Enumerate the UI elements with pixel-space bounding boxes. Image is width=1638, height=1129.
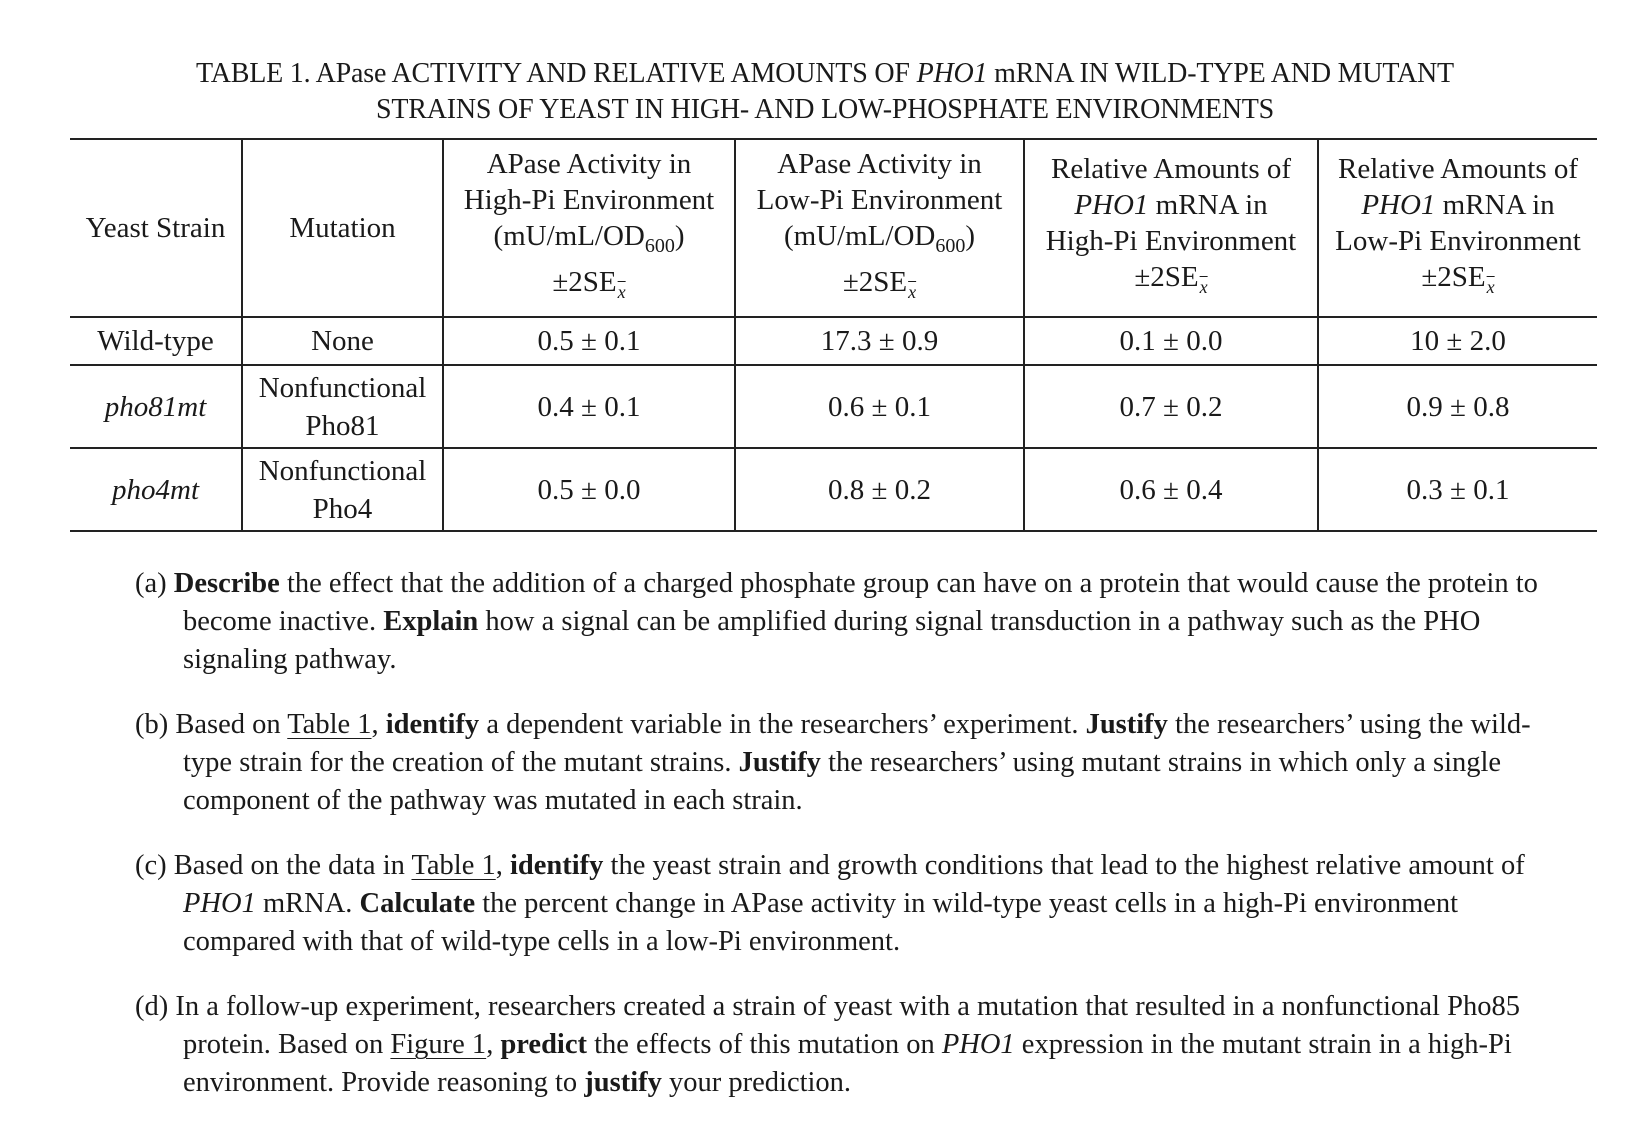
header-yeast-strain: Yeast Strain [70, 139, 242, 317]
cell-apase-low: 17.3 ± 0.9 [735, 317, 1024, 365]
caption-line-2: STRAINS OF YEAST IN HIGH- AND LOW-PHOSPHATE ENVIRONMENTS [375, 94, 1275, 125]
cell-mrna-high: 0.1 ± 0.0 [1024, 317, 1318, 365]
table-caption [70, 56, 1580, 128]
caption-gene-name: PHO1 [916, 58, 988, 89]
cell-mrna-low: 10 ± 2.0 [1318, 317, 1597, 365]
question-d: (d) In a follow-up experiment, researchers created a strain of yeast with a mutation that resulted in a nonfunctional Pho85 protein. Based on Figure 1, predict the effects of this mutation on PHO1 expression in the mutant strain in a high-Pi environment. Provide reasoning to justify your prediction. [135, 991, 1520, 1098]
x-bar-subscript: $\overline{x}$ [1486, 277, 1495, 297]
cell-mrna-high: 0.7 ± 0.2 [1024, 365, 1318, 448]
table-row-wild-type [70, 317, 1597, 365]
cell-apase-high: 0.5 ± 0.1 [443, 317, 735, 365]
cell-strain: Wild-type [70, 317, 242, 365]
x-bar-subscript: $\overline{x}$ [1199, 277, 1208, 297]
x-bar-subscript: $\overline{x}$ [617, 282, 626, 302]
question-b: (b) Based on Table 1, identify a dependent variable in the researchers’ experiment. Justify the researchers’ using the wild-type strain for the creation of the mutant strains. Justify the researchers’ using mutant strains in which only a single component of the pathway was mutated in each strain. [135, 709, 1531, 816]
question-c: (c) Based on the data in Table 1, identify the yeast strain and growth conditions that lead to the highest relative amount of PHO1 mRNA. Calculate the percent change in APase activity in wild-type yeast cells in a high-Pi environment compared with that of wild-type cells in a low-Pi environment. [135, 850, 1525, 957]
header-mutation: Mutation [242, 139, 443, 317]
cell-mrna-high: 0.6 ± 0.4 [1024, 448, 1318, 531]
cell-apase-high: 0.4 ± 0.1 [443, 365, 735, 448]
table-row-pho4mt [70, 448, 1597, 531]
question-a: (a) Describe the effect that the addition of a charged phosphate group can have on a protein that would cause the protein to become inactive. Explain how a signal can be amplified during signal transduction in a pathway such as the PHO signaling pathway. [135, 568, 1538, 675]
cell-apase-high: 0.5 ± 0.0 [443, 448, 735, 531]
cell-mutation: None [242, 317, 443, 365]
table-1-reference: Table 1 [411, 850, 496, 881]
cell-mrna-low: 0.9 ± 0.8 [1318, 365, 1597, 448]
cell-mutation: Nonfunctional Pho4 [242, 448, 443, 531]
table-row-pho81mt [70, 365, 1597, 448]
header-mrna-low: Relative Amounts of PHO1 mRNA in Low-Pi Environment $\pm 2SE\overline{x}$ [1318, 139, 1597, 317]
x-bar-subscript: $\overline{x}$ [908, 282, 917, 302]
cell-mrna-low: 0.3 ± 0.1 [1318, 448, 1597, 531]
header-apase-low: APase Activity in Low-Pi Environment $(mU/mL/OD_{600})$ $\pm 2SE\overline{x}$ [735, 139, 1024, 317]
caption-line-1: TABLE 1. APase ACTIVITY AND RELATIVE AMOUNTS OF PHO1 mRNA IN WILD-TYPE AND MUTANT [196, 58, 1454, 89]
table-1-reference: Table 1 [287, 709, 372, 740]
figure-1-reference: Figure 1 [390, 1029, 487, 1060]
header-apase-high: APase Activity in High-Pi Environment $(mU/mL/OD_{600})$ $\pm 2SE\overline{x}$ [443, 139, 735, 317]
question-list [135, 565, 1575, 1129]
cell-strain: pho4mt [112, 473, 199, 506]
cell-apase-low: 0.8 ± 0.2 [735, 448, 1024, 531]
table-header-row [70, 139, 1597, 317]
data-table [70, 138, 1597, 532]
cell-strain: pho81mt [70, 365, 242, 448]
cell-apase-low: 0.6 ± 0.1 [735, 365, 1024, 448]
header-mrna-high: Relative Amounts of PHO1 mRNA in High-Pi Environment $\pm 2SE\overline{x}$ [1024, 139, 1318, 317]
cell-mutation: Nonfunctional Pho81 [242, 365, 443, 448]
